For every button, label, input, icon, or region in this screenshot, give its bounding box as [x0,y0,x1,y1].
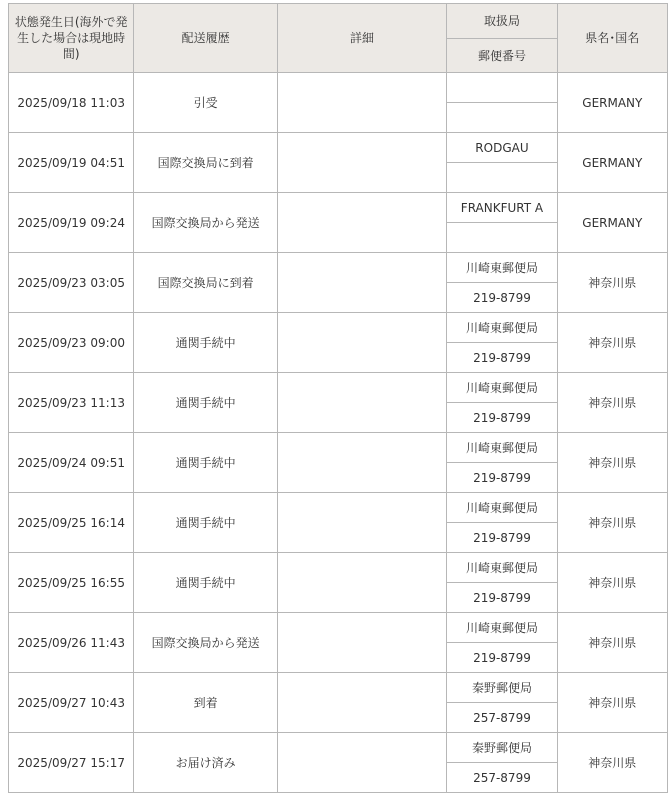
pref-cell: 神奈川県 [557,433,667,493]
history-cell: お届け済み [134,733,277,793]
history-cell: 通関手続中 [134,373,277,433]
postal-cell: 219-8799 [447,283,557,313]
table-row [9,373,668,403]
pref-cell: 神奈川県 [557,553,667,613]
history-cell: 国際交換局から発送 [134,193,277,253]
date-cell: 2025/09/27 10:43 [9,673,134,733]
detail-cell [277,433,447,493]
table-row [9,613,668,643]
office-cell [447,73,557,103]
date-cell: 2025/09/23 09:00 [9,313,134,373]
header-history: 配送履歴 [134,4,277,73]
date-cell: 2025/09/25 16:55 [9,553,134,613]
detail-cell [277,493,447,553]
office-cell: FRANKFURT A [447,193,557,223]
pref-cell: GERMANY [557,73,667,133]
detail-cell [277,673,447,733]
table-row [9,313,668,343]
postal-cell: 219-8799 [447,643,557,673]
detail-cell [277,313,447,373]
date-cell: 2025/09/19 04:51 [9,133,134,193]
date-cell: 2025/09/27 15:17 [9,733,134,793]
detail-cell [277,133,447,193]
office-cell: 川崎東郵便局 [447,253,557,283]
office-cell: RODGAU [447,133,557,163]
postal-cell: 219-8799 [447,583,557,613]
pref-cell: 神奈川県 [557,733,667,793]
postal-cell [447,103,557,133]
office-cell: 秦野郵便局 [447,733,557,763]
pref-cell: GERMANY [557,133,667,193]
date-cell: 2025/09/23 03:05 [9,253,134,313]
history-cell: 引受 [134,73,277,133]
pref-cell: 神奈川県 [557,313,667,373]
tracking-history-table [8,3,668,793]
table-row [9,253,668,283]
office-cell: 川崎東郵便局 [447,553,557,583]
table-row [9,73,668,103]
pref-cell: GERMANY [557,193,667,253]
header-detail: 詳細 [277,4,447,73]
detail-cell [277,253,447,313]
postal-cell: 219-8799 [447,523,557,553]
table-row [9,733,668,763]
pref-cell: 神奈川県 [557,493,667,553]
detail-cell [277,373,447,433]
date-cell: 2025/09/26 11:43 [9,613,134,673]
date-cell: 2025/09/18 11:03 [9,73,134,133]
detail-cell [277,73,447,133]
history-cell: 国際交換局に到着 [134,133,277,193]
history-cell: 通関手続中 [134,493,277,553]
history-cell: 到着 [134,673,277,733]
office-cell: 川崎東郵便局 [447,493,557,523]
postal-cell: 219-8799 [447,463,557,493]
detail-cell [277,733,447,793]
header-postal: 郵便番号 [447,39,557,73]
history-cell: 国際交換局に到着 [134,253,277,313]
table-row [9,493,668,523]
pref-cell: 神奈川県 [557,253,667,313]
office-cell: 川崎東郵便局 [447,613,557,643]
date-cell: 2025/09/25 16:14 [9,493,134,553]
date-cell: 2025/09/24 09:51 [9,433,134,493]
detail-cell [277,193,447,253]
office-cell: 川崎東郵便局 [447,313,557,343]
table-row [9,433,668,463]
history-cell: 通関手続中 [134,313,277,373]
postal-cell: 257-8799 [447,763,557,793]
table-row [9,553,668,583]
office-cell: 川崎東郵便局 [447,373,557,403]
office-cell: 川崎東郵便局 [447,433,557,463]
postal-cell: 257-8799 [447,703,557,733]
detail-cell [277,553,447,613]
pref-cell: 神奈川県 [557,613,667,673]
header-pref: 県名･国名 [557,4,667,73]
postal-cell: 219-8799 [447,403,557,433]
postal-cell [447,163,557,193]
date-cell: 2025/09/23 11:13 [9,373,134,433]
date-cell: 2025/09/19 09:24 [9,193,134,253]
history-cell: 通関手続中 [134,553,277,613]
history-cell: 国際交換局から発送 [134,613,277,673]
table-row [9,673,668,703]
detail-cell [277,613,447,673]
header-date: 状態発生日(海外で発生した場合は現地時間) [9,4,134,73]
history-cell: 通関手続中 [134,433,277,493]
office-cell: 秦野郵便局 [447,673,557,703]
postal-cell [447,223,557,253]
pref-cell: 神奈川県 [557,373,667,433]
table-row [9,133,668,163]
header-office: 取扱局 [447,4,557,39]
pref-cell: 神奈川県 [557,673,667,733]
table-row [9,193,668,223]
postal-cell: 219-8799 [447,343,557,373]
